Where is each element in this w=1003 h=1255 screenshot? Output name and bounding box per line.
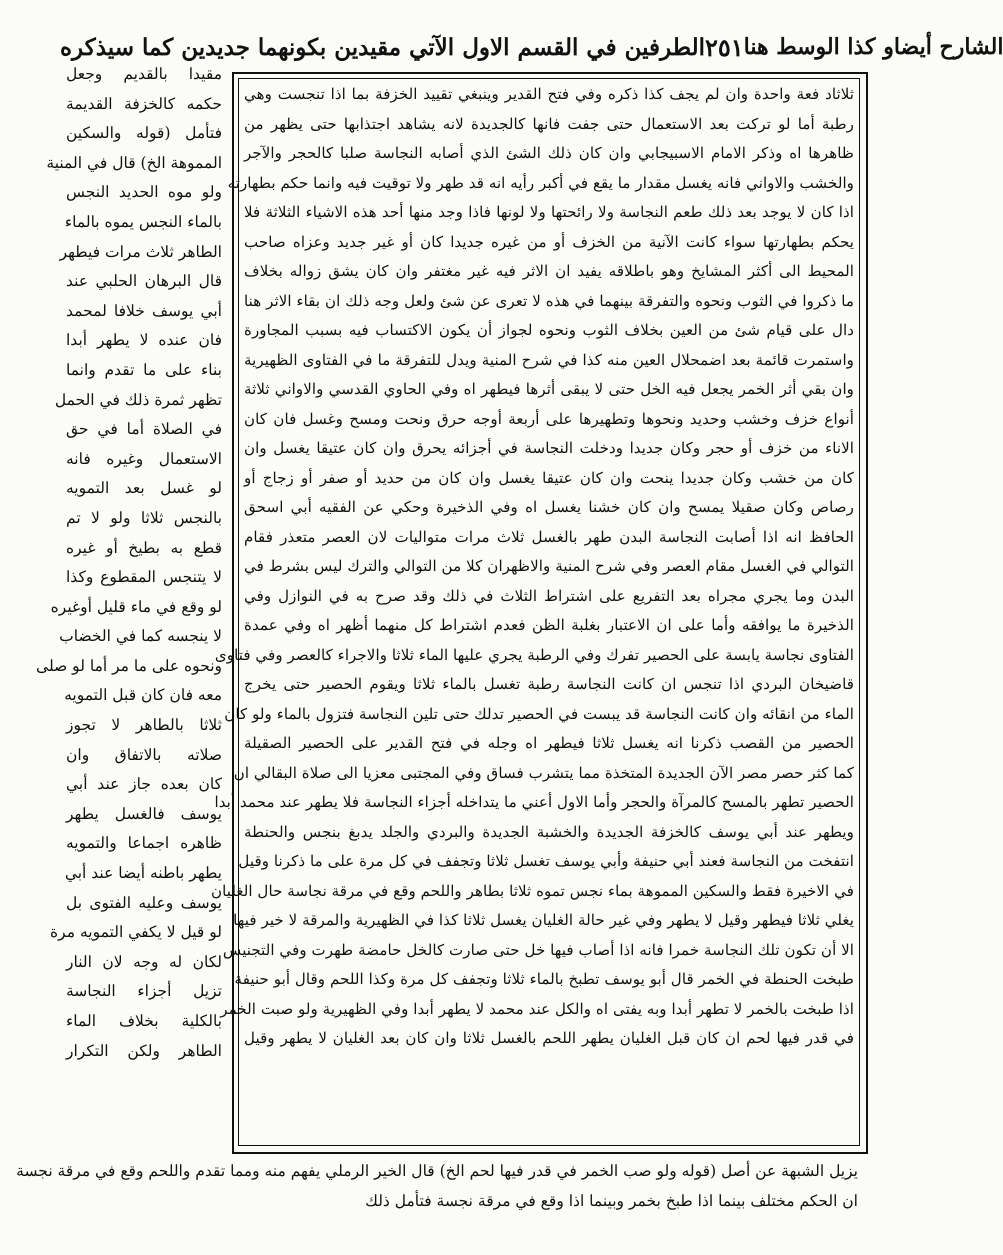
main-text-line: اذا طبخت بالخمر لا تطهر أبدا وبه يفتى اه والكل عند محمد لا يطهر أبدا وفي الظهيرية ولو صبت الخمر [220, 999, 854, 1018]
side-text-line: في الصلاة أما في حق [66, 420, 222, 439]
side-text-line: تظهر ثمرة ذلك في الحمل [54, 390, 222, 409]
main-text-line: الحصير من القصب ذكرنا انه يغسل ثلاثا فيطهر اه وجله في فتح القدير على الحصير الصقيلة [244, 734, 854, 752]
side-text-line: لا يتنجس المقطوع وكذا [66, 568, 222, 587]
main-text-line: الذخيرة ما يوافقه وأما على ان الاعتبار بغلبة الظن فعدم اشتراط كل منهما أظهر اه وفي عمدة [244, 616, 854, 634]
main-text-line: الفتاوى نجاسة يابسة على الحصير تفرك وفي الرطبة يجري عليها الماء ثلاثا والاجراء كالعصر وفي فتاوى [214, 645, 854, 664]
main-text-line: كان من خشب وكان جديدا ينحت وان كان عتيقا يغسل وان كان من حديد أو صفر أو زجاج أو [244, 468, 854, 487]
side-text-line: مقيدا بالقديم وجعل [66, 65, 222, 83]
main-text-line: وان بقي أثر الخمر يجعل فيه الخل حتى لا يبقى أثرها فيطهر اه وفي الحاوي القدسي والاواني ثلاثة [244, 380, 854, 398]
side-text-line: كان بعده جاز عند أبي [66, 775, 222, 794]
side-text-line: المموهة الخ) قال في المنية [46, 153, 222, 172]
side-text-line: فان عنده لا يطهر أبدا [66, 331, 222, 350]
side-text-line: قال البرهان الحلبي عند [66, 272, 222, 291]
main-text-line: دال على قيام شئ من العين بخلاف الثوب ونحوه لجواز أن يكون الاكتساب فيه بسبب المجاورة [244, 321, 854, 339]
main-text-line: ما ذكروا في الثوب ونحوه والتفرقة بينهما في هذه لا تعرى عن شئ ولعل وجه ذلك ان بقاء الاثر هنا [244, 291, 854, 310]
side-text-line: بناء على ما تقدم وانما [66, 360, 222, 379]
side-text-line: لو وقع في ماء قليل أوغيره [50, 597, 222, 616]
margin-running-title: الشارح أيضاو كذا الوسط هنا [743, 34, 1003, 60]
side-text-line: ونحوه على ما مر أما لو صلى [36, 656, 222, 675]
marginal-gloss-column [36, 60, 222, 1160]
side-text-line: بالنجس ثلاثا ولو لا تم [66, 508, 222, 527]
side-text-line: أبي يوسف خلافا لمحمد [66, 301, 222, 320]
side-text-line: لا ينجسه كما في الخضاب [59, 627, 222, 646]
main-commentary-block [211, 80, 854, 1142]
side-text-line: حكمه كالخزفة القديمة [66, 94, 222, 113]
main-text-line: واستمرت قائمة بعد اضمحلال العين منه كذا في شرح المنية ويدل للتفرقة ما في الفتاوى الظهيرية [244, 350, 854, 369]
side-text-line: الاستعمال وغيره فانه [66, 449, 222, 468]
main-text-line: يغلي ثلاثا فيطهر وقيل لا يطهر وفي غير حالة الغليان يغسل ثلاثا كذا في الظهيرية والمرقة لا خير فيها [233, 911, 854, 929]
running-title: الطرفين في القسم الاول الآتي مقيدين بكونهما جديدين كما سيذكره [60, 33, 705, 61]
main-text-line: الحصير تطهر بالمسح كالمرآة والحجر وأما الاول أعني ما يتداخله أجزاء النجاسة فلا يطهر عند محمد أبدا [214, 793, 854, 811]
side-text-line: يوسف وعليه الفتوى بل [66, 893, 222, 912]
side-text-line: الطاهر ولكن التكرار [66, 1041, 222, 1060]
main-text-line: انتفخت من النجاسة فعند أبي حنيفة وأبي يوسف تغسل ثلاثا وتجفف في كل مرة على ما ذكرنا وقيل [238, 852, 854, 870]
main-text-line: الحافظ انه اذا أصابت النجاسة البدن طهر بالغسل ثلاث مرات متواليات لان العصر متعذر فقام [244, 527, 854, 546]
footnote-line: يزيل الشبهة عن أصل (قوله ولو صب الخمر في قدر فيها لحم الخ) قال الخير الرملي يفهم منه ومما تقدم واللحم وقع في مرقة نجسة [16, 1162, 858, 1180]
side-text-line: بالماء النجس يموه بالماء [64, 212, 222, 231]
main-text-line: أنواع خزف وخشب وحديد ونحوها وتطهيرها على أربعة أوجه حرق ونحت ومسح وغسل فان كان [244, 409, 854, 428]
main-text-line: رطبة أما لو تركت بعد الاستعمال حتى جفت فانها كالجديدة لانه يشاهد اجتذابها حتى يظهر من [244, 114, 854, 133]
side-text-line: لو قيل لا يكفي التمويه مرة [50, 923, 222, 942]
side-text-line: الطاهر ثلاث مرات فيطهر [59, 242, 222, 261]
page-number: ٢٥١ [704, 32, 744, 62]
footnote-line: ان الحكم مختلف بينما اذا طبخ بخمر وبينما اذا وقع في مرقة نجسة فتأمل ذلك [365, 1192, 858, 1210]
main-text-line: في قدر فيها لحم ان كان قبل الغليان يطهر اللحم بالغسل ثلاثا وان كان بعد الغليان لا يطهر وقيل [244, 1029, 854, 1047]
side-text-line: بالكلية بخلاف الماء [66, 1012, 222, 1030]
main-text-line: المحيط الى أكثر المشايخ وهو باطلاقه يفيد ان الاثر فيه غير مغتفر وان كان يشق زواله بخلاف [244, 262, 854, 280]
side-text-line: لكان له وجه لان النار [66, 952, 222, 971]
side-text-line: يوسف فالغسل يطهر [66, 804, 222, 823]
main-text-line: ظاهرها اه وذكر الامام الاسبيجابي وان كان ذلك الشئ الذي أصابه النجاسة صلبا كالحجر والآجر [244, 144, 854, 162]
main-text-line: اذا كان لا يوجد بعد ذلك طعم النجاسة ولا رائحتها ولا لونها فاذا وجد منها أحد هذه الاشياء الثلاثة فلا [244, 203, 854, 221]
main-text-line: في الاخيرة فقط والسكين المموهة بماء نجس تموه ثلاثا بطاهر واللحم وقع في مرقة نجاسة حال الغليان [211, 881, 854, 900]
main-text-line: ثلاثاد فعة واحدة وان لم يجف كذا ذكره وفي فتح القدير وينبغي تقييد الخزفة بما اذا تنجست وهي [244, 85, 854, 103]
main-text-line: الماء من انقائه وان كانت النجاسة قد يبست في الحصير تدلك حتى تلين النجاسة فتزول بالماء ولو كان [224, 704, 854, 723]
side-text-line: ثلاثا بالطاهر لا تجوز [66, 716, 222, 735]
main-text-line: قاضيخان البردي اذا تنجس ان كانت النجاسة رطبة تغسل بالماء ثلاثا ويقوم الحصير حتى يخرج [244, 675, 854, 693]
main-text-line: والخشب والاواني فانه يغسل مقدار ما يقع في أكبر رأيه انه قد طهر ولا توقيت فيه وانما حكم بطهارته [227, 173, 854, 192]
side-text-line: ولو موه الحديد النجس [66, 183, 222, 202]
side-text-line: لو غسل بعد التمويه [66, 479, 222, 498]
main-text-line: ويطهر عند أبي يوسف كالخزفة الجديدة والخشبة الجديدة والبردي والجلد يدبغ بنجس والحنطة [244, 822, 854, 841]
main-text-line: يحكم بطهارتها سواء كانت الآنية من الخزف أو من غيره جديدا كان أو غير جديد وعزاه صاحب [244, 232, 854, 251]
main-text-line: كما كثر حصر مصر الآن الجديدة المتخذة مما يتشرب فساق وفي المجتبى معزيا الى صلاة البقالي ان [233, 763, 854, 782]
side-text-line: تزيل أجزاء النجاسة [66, 982, 222, 1001]
main-text-line: البدن وما يجري مجراه بعد التفريع على اشتراط الثلاث في ذلك وقد صرح به في النوازل وفي [244, 586, 854, 605]
side-text-line: معه فان كان قبل التمويه [64, 686, 222, 705]
footnote-block [16, 1156, 858, 1236]
side-text-line: ظاهره اجماعا والتمويه [66, 834, 222, 853]
side-text-line: صلاته بالاتفاق وان [66, 745, 222, 764]
side-text-line: يطهر باطنه أيضا عند أبي [64, 864, 222, 883]
main-text-line: الا أن تكون تلك النجاسة خمرا فانه اذا أصاب فيها خل حتى صارت كالخل حامضة طهرت وفي التجنيس [222, 940, 854, 959]
main-text-line: رصاص وكان صقيلا يمسح وان كان خشنا يغسل اه وفي الذخيرة وحكي عن الفقيه أبي اسحق [244, 498, 854, 516]
main-text-line: الاناء من خزف أو حجر وكان جديدا ودخلت النجاسة في أجزائه يحرق وان كان عتيقا يغسل وان [244, 439, 854, 457]
main-text-line: التوالي في الغسل مقام العصر وفي شرح المنية والاظهران كلا من التوالي والترك ليس بشرط في [244, 557, 854, 575]
side-text-line: فتأمل (قوله والسكين [66, 124, 222, 143]
main-text-line: طبخت الحنطة في الخمر قال أبو يوسف تطبخ بالماء ثلاثا وتجفف كل مرة وكذا اللحم وقال أبو حنيفة [234, 970, 854, 988]
side-text-line: قطع به بطيخ أو غيره [66, 538, 222, 557]
